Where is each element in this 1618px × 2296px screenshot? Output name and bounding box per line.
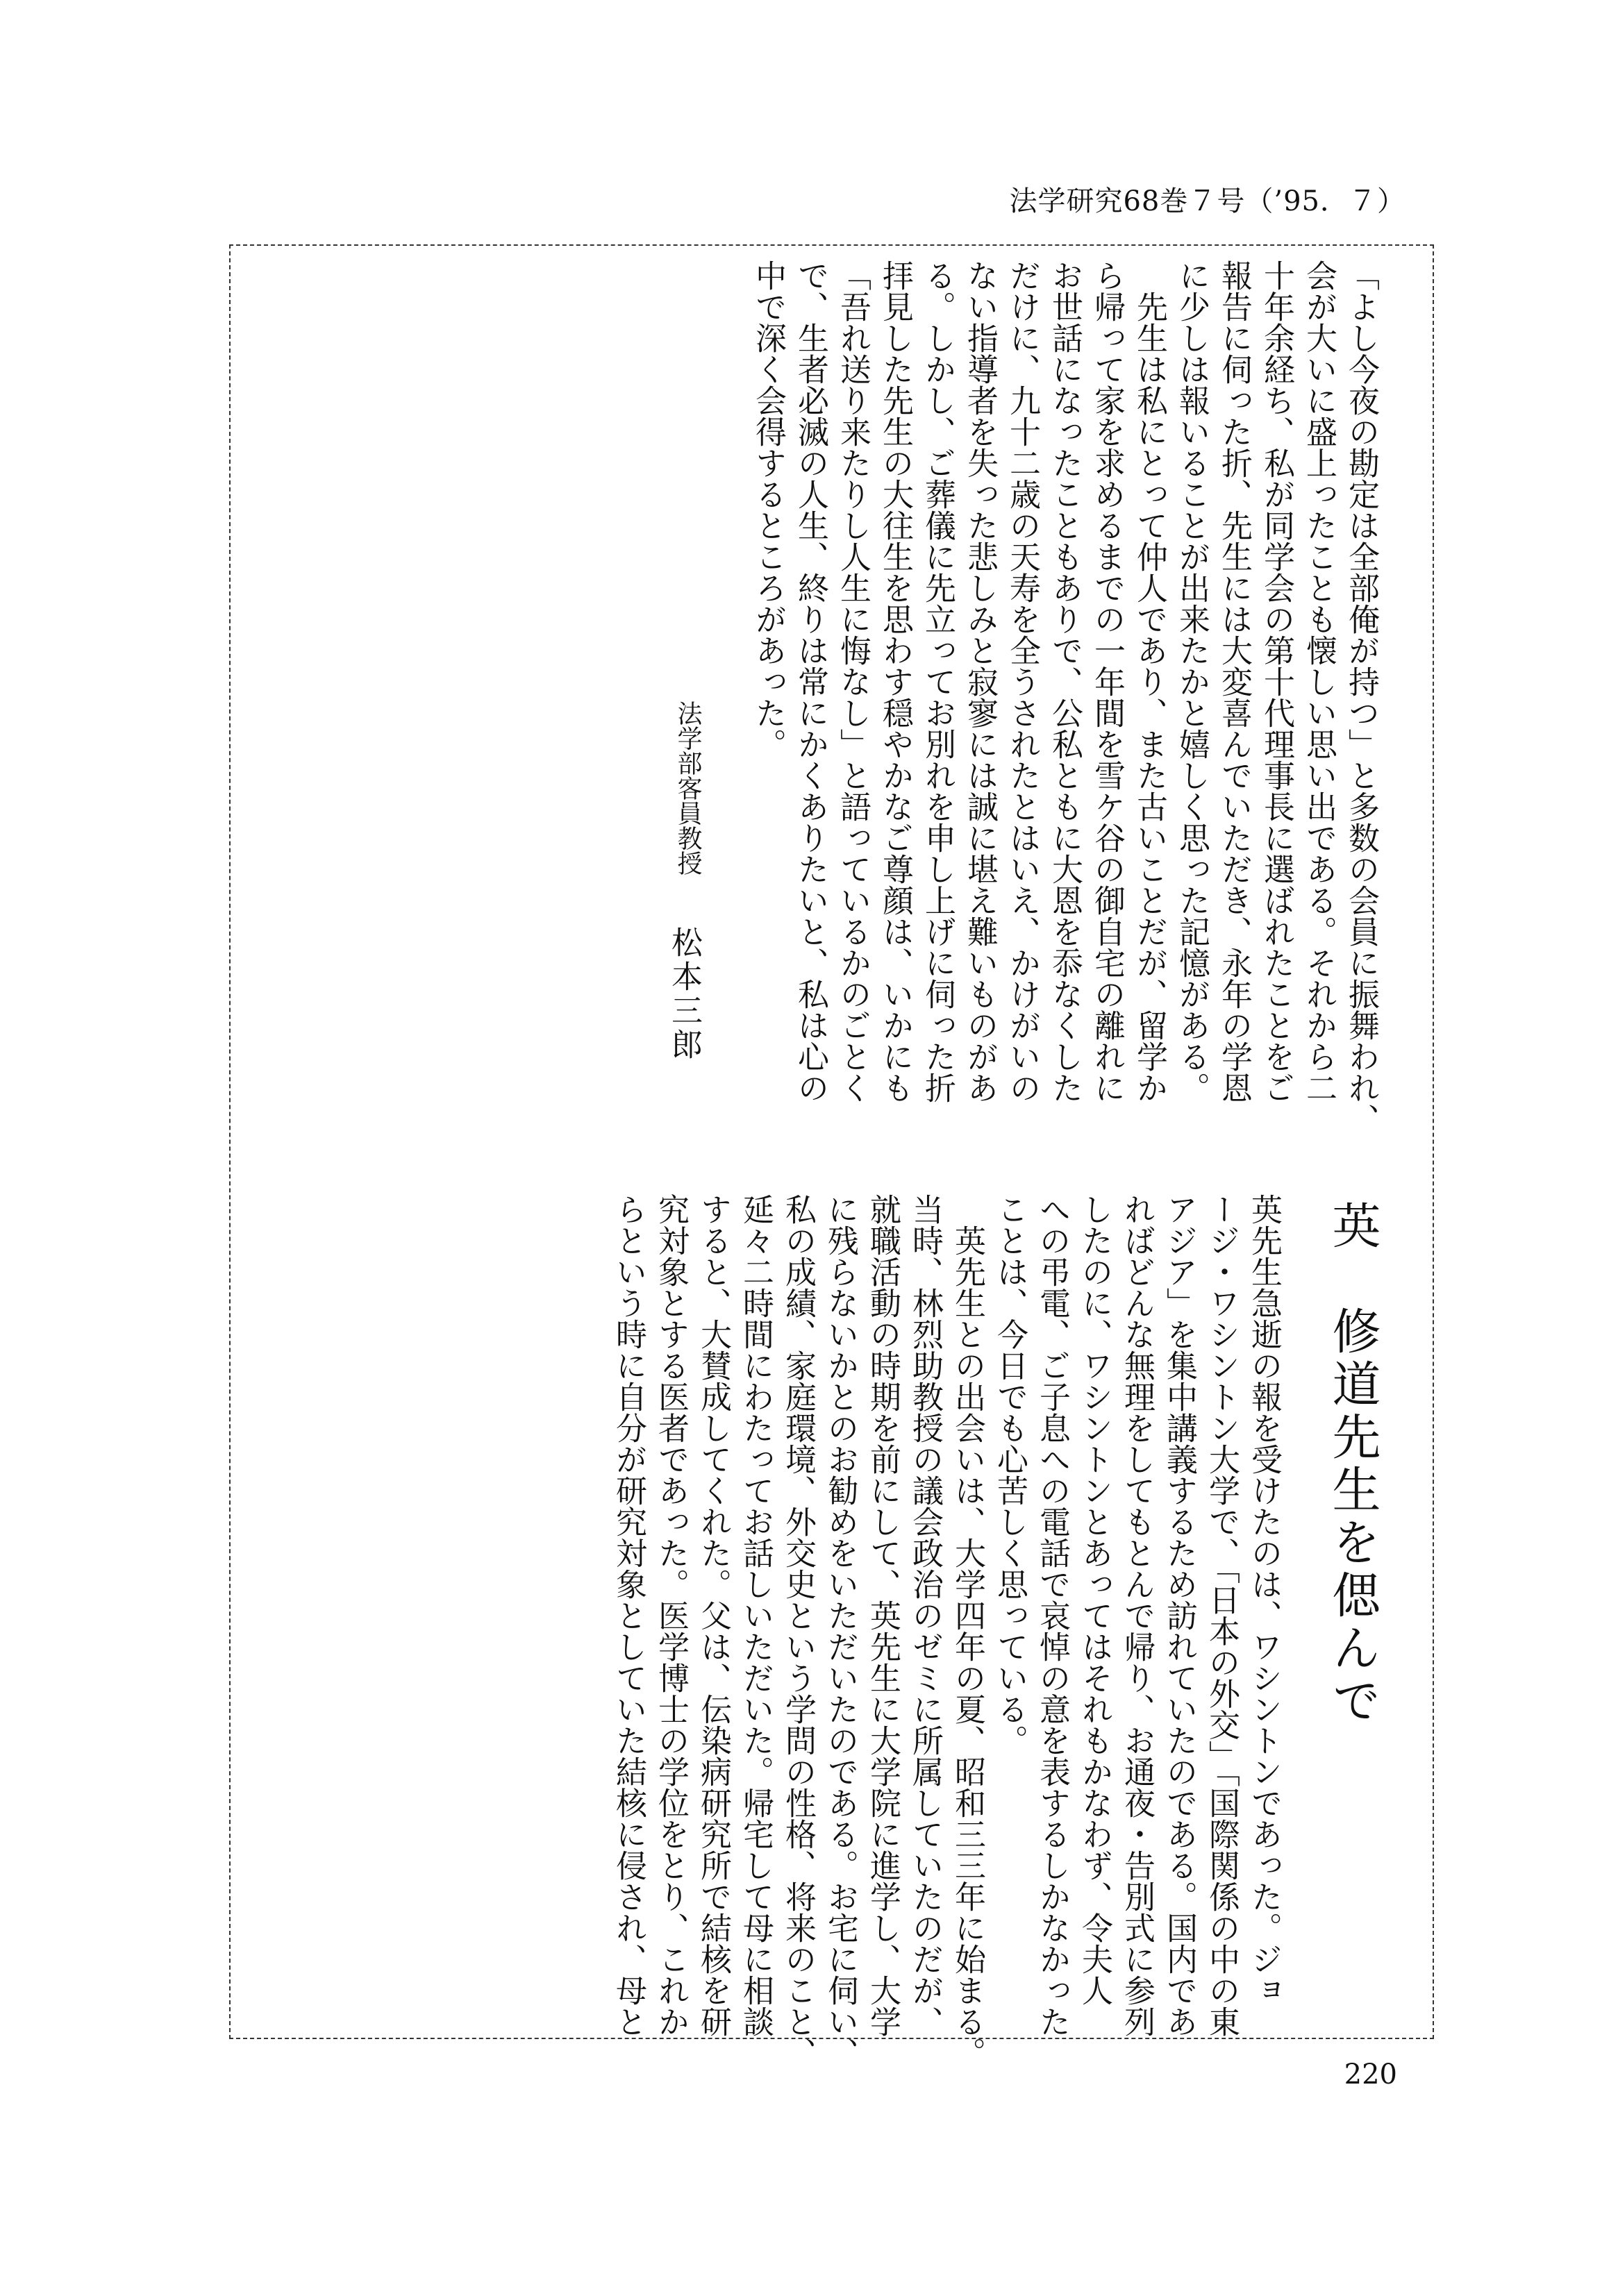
text-column: 拝見した先生の大往生を思わす穏やかなご尊顔は、いかにも: [877, 260, 914, 1103]
article-section: [266, 1193, 1381, 2068]
text-column: ージ・ワシントン大学で、「日本の外交」「国際関係の中の東: [1203, 1193, 1240, 2037]
text-column: に残らないかとのお勧めをいただいたのである。お宅に伺い、: [822, 1193, 859, 2068]
text-column: 中で深く会得するところがあった。: [750, 260, 787, 760]
text-column: で、生者必滅の人生、終りは常にかくありたいと、私は心の: [792, 260, 829, 1103]
author-name: 松本三郎: [666, 926, 703, 1062]
text-column: 延々二時間にわたってお話しいただいた。帰宅して母に相談: [737, 1193, 774, 2037]
text-column: 就職活動の時期を前にして、英先生に大学院に進学し、大学: [865, 1193, 901, 2037]
article-title: 英 修道先生を偲んで: [1324, 1200, 1381, 1728]
text-column: アジア」を集中講義するため訪れていたのである。国内であ: [1161, 1193, 1198, 2037]
text-column: への弔電、ご子息への電話で哀悼の意を表するしかなかった: [1034, 1193, 1071, 2037]
text-column: 先生は私にとって仲人であり、また古いことだが、留学か: [1131, 260, 1168, 1103]
text-column: 報告に伺った折、先生には大変喜んでいただき、永年の学恩: [1216, 260, 1253, 1103]
text-column: ればどんな無理をしてもとんで帰り、お通夜・告別式に参列: [1119, 1193, 1156, 2037]
text-column: に少しは報いることが出来たかと嬉しく思った記憶がある。: [1174, 260, 1210, 1103]
continuation-section: [502, 260, 1380, 1148]
text-column: 十年余経ち、私が同学会の第十代理事長に選ばれたことをご: [1258, 260, 1295, 1103]
text-column: 会が大いに盛上ったことも懐しい思い出である。それから二: [1301, 260, 1337, 1103]
text-column: すると、大賛成してくれた。父は、伝染病研究所で結核を研: [695, 1193, 732, 2037]
author-affiliation: 法学部客員教授: [674, 701, 702, 875]
text-column: 「よし今夜の勘定は全部俺が持つ」と多数の会員に振舞われ、: [1343, 260, 1380, 1134]
text-column: したのに、ワシントンとあってはそれもかなわず、令夫人: [1076, 1193, 1113, 2006]
text-column: 当時、林烈助教授の議会政治のゼミに所属していたのだが、: [907, 1193, 944, 2037]
text-column: 究対象とする医者であった。医学博士の学位をとり、これか: [653, 1193, 690, 2037]
text-column: お世話になったこともありで、公私ともに大恩を忝なくした: [1046, 260, 1083, 1103]
page-number: 220: [1344, 2059, 1397, 2090]
text-column: ら帰って家を求めるまでの一年間を雪ケ谷の御自宅の離れに: [1089, 260, 1126, 1103]
text-column: だけに、九十二歳の天寿を全うされたとはいえ、かけがいの: [1004, 260, 1041, 1103]
text-column: る。しかし、ご葬儀に先立ってお別れを申し上げに伺った折: [919, 260, 956, 1103]
text-column: ない指導者を失った悲しみと寂寥には誠に堪え難いものがあ: [962, 260, 999, 1103]
text-column: ことは、今日でも心苦しく思っている。: [992, 1193, 1028, 1756]
text-column: 英先生との出会いは、大学四年の夏、昭和三三年に始まる。: [949, 1193, 986, 2068]
text-column: 「吾れ送り来たりし人生に悔なし」と語っているかのごとく: [835, 260, 871, 1103]
journal-info: 法学研究68巻７号（’95．７）: [1009, 185, 1406, 217]
text-column: らという時に自分が研究対象としていた結核に侵され、母と: [610, 1193, 647, 2037]
text-column: 私の成績、家庭環境、外交史という学問の性格、将来のこと、: [780, 1193, 817, 2068]
text-column: 英先生急逝の報を受けたのは、ワシントンであった。ジョ: [1246, 1193, 1283, 2006]
article-frame: [229, 244, 1434, 2068]
